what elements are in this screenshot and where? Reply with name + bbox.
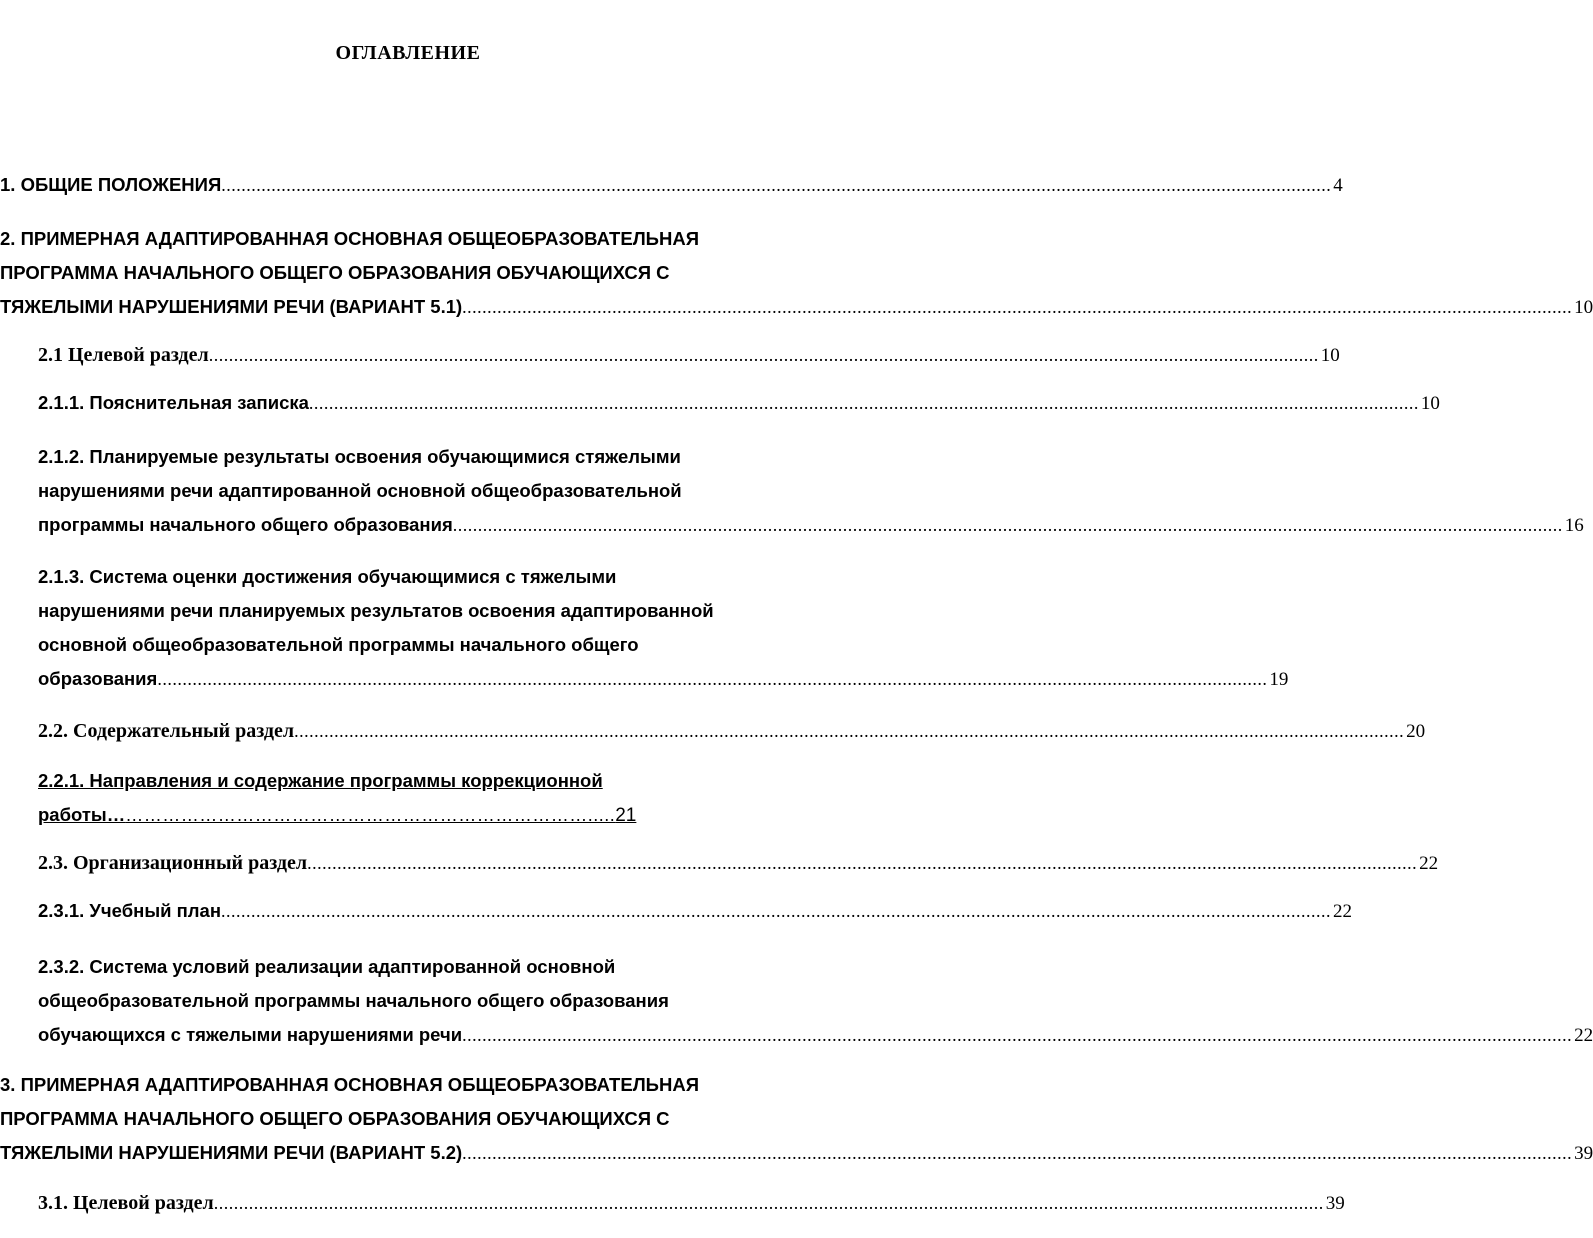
toc-entry-title: образования bbox=[38, 668, 158, 689]
toc-entry-title: 2.3.1. Учебный план bbox=[38, 900, 222, 921]
toc-entry[interactable] bbox=[38, 338, 1340, 373]
toc-leader-dots: .............................................................................................................................................................................................................................. bbox=[208, 345, 1319, 365]
toc-leader-dots: .............................................................................................................................................................................................................................. bbox=[452, 515, 1563, 535]
toc-entry[interactable] bbox=[38, 764, 638, 833]
toc-leader-dots: .............................................................................................................................................................................................................................. bbox=[294, 721, 1405, 741]
toc-entry[interactable] bbox=[38, 440, 1584, 543]
toc-page-number: 16 bbox=[1564, 515, 1584, 536]
toc-entry-line: 3. ПРИМЕРНАЯ АДАПТИРОВАННАЯ ОСНОВНАЯ ОБЩЕОБРАЗОВАТЕЛЬНАЯ bbox=[0, 1074, 699, 1095]
toc-entry-line: 2. ПРИМЕРНАЯ АДАПТИРОВАННАЯ ОСНОВНАЯ ОБЩЕОБРАЗОВАТЕЛЬНАЯ bbox=[0, 228, 699, 249]
toc-entry-line: ПРОГРАММА НАЧАЛЬНОГО ОБЩЕГО ОБРАЗОВАНИЯ ОБУЧАЮЩИХСЯ С bbox=[0, 262, 670, 283]
toc-entry[interactable] bbox=[38, 1186, 1345, 1221]
toc-entry-last-line bbox=[38, 1186, 1345, 1221]
toc-page-number: 21 bbox=[615, 805, 637, 826]
toc-entry-last-line bbox=[38, 1018, 1593, 1053]
toc-entry-line: 2.3.2. Система условий реализации адаптированной основной bbox=[38, 956, 616, 977]
toc-page-number: 20 bbox=[1406, 721, 1426, 742]
toc-entry-title: 1. ОБЩИЕ ПОЛОЖЕНИЯ bbox=[0, 174, 222, 195]
toc-entry[interactable] bbox=[38, 950, 1593, 1053]
toc-entry-line: 2.2.1. Направления и содержание программы коррекционной bbox=[38, 770, 603, 791]
toc-entry-last-line bbox=[0, 290, 1593, 325]
toc-entry-last-line bbox=[38, 662, 1289, 697]
toc-leader-dots: .............................................................................................................................................................................................................................. bbox=[221, 901, 1332, 921]
toc-entry-line: основной общеобразовательной программы начального общего bbox=[38, 634, 639, 655]
page-title: ОГЛАВЛЕНИЕ bbox=[335, 42, 481, 64]
toc-entry-last-line bbox=[38, 798, 638, 833]
toc-entry[interactable] bbox=[0, 222, 1593, 325]
toc-page-number: 4 bbox=[1333, 175, 1343, 196]
toc-entry-title: 2.1 Целевой раздел bbox=[38, 344, 209, 366]
toc-entry[interactable] bbox=[38, 386, 1440, 421]
toc-entry-last-line bbox=[38, 508, 1584, 543]
toc-entry-last-line bbox=[0, 168, 1343, 203]
toc-entry-title: 2.2. Содержательный раздел bbox=[38, 720, 295, 742]
toc-leader-dots: .............................................................................................................................................................................................................................. bbox=[462, 297, 1573, 317]
toc-page-number: 22 bbox=[1333, 901, 1353, 922]
toc-entry-line: ПРОГРАММА НАЧАЛЬНОГО ОБЩЕГО ОБРАЗОВАНИЯ ОБУЧАЮЩИХСЯ С bbox=[0, 1108, 670, 1129]
toc-entry-title: работы… bbox=[38, 804, 126, 825]
toc-entry[interactable] bbox=[38, 714, 1426, 749]
toc-leader-dots: .............................................................................................................................................................................................................................. bbox=[221, 175, 1332, 195]
toc-entry-title: ТЯЖЕЛЫМИ НАРУШЕНИЯМИ РЕЧИ (ВАРИАНТ 5.1) bbox=[0, 296, 463, 317]
toc-entry[interactable] bbox=[38, 560, 1289, 697]
toc-entry-line: 2.1.3. Система оценки достижения обучающимися с тяжелыми bbox=[38, 566, 617, 587]
toc-leader-dots: .............................................................................................................................................................................................................................. bbox=[307, 853, 1418, 873]
toc-leader-dots: .............................................................................................................................................................................................................................. bbox=[157, 669, 1268, 689]
toc-page-number: 10 bbox=[1420, 393, 1440, 414]
toc-page-number: 39 bbox=[1574, 1143, 1593, 1164]
toc-leader-dots: .............................................................................................................................................................................................................................. bbox=[308, 393, 1419, 413]
toc-leader-dots: .............................................................................................................................................................................................................................. bbox=[462, 1143, 1573, 1163]
toc-leader-dots: .............................................................................................................................................................................................................................. bbox=[462, 1025, 1573, 1045]
toc-entry-last-line bbox=[38, 386, 1440, 421]
toc-entry[interactable] bbox=[0, 168, 1343, 203]
toc-entry-last-line bbox=[38, 894, 1353, 929]
toc-page-number: 19 bbox=[1269, 669, 1289, 690]
toc-entry-title: обучающихся с тяжелыми нарушениями речи bbox=[38, 1024, 463, 1045]
toc-page-number: 10 bbox=[1574, 297, 1593, 318]
toc-page-number: 10 bbox=[1320, 345, 1340, 366]
toc-page-number: 22 bbox=[1574, 1025, 1593, 1046]
toc-entry-last-line bbox=[38, 338, 1340, 373]
toc-entry-last-line bbox=[0, 1136, 1593, 1171]
toc-leader-dots: …………………………………………………………………..... bbox=[125, 805, 616, 825]
toc-entry[interactable] bbox=[0, 1068, 1593, 1171]
toc-entry-line: общеобразовательной программы начального общего образования bbox=[38, 990, 669, 1011]
toc-entry-title: 2.3. Организационный раздел bbox=[38, 852, 308, 874]
toc-entry-title: 2.1.1. Пояснительная записка bbox=[38, 392, 309, 413]
toc-entry-title: ТЯЖЕЛЫМИ НАРУШЕНИЯМИ РЕЧИ (ВАРИАНТ 5.2) bbox=[0, 1142, 463, 1163]
toc-entry-title: 3.1. Целевой раздел bbox=[38, 1192, 214, 1214]
toc-page-number: 22 bbox=[1419, 853, 1439, 874]
toc-entry-last-line bbox=[38, 846, 1439, 881]
toc-entry-line: 2.1.2. Планируемые результаты освоения обучающимися стяжелыми bbox=[38, 446, 681, 467]
toc-entry[interactable] bbox=[38, 894, 1353, 929]
toc-entry-line: нарушениями речи адаптированной основной общеобразовательной bbox=[38, 480, 682, 501]
toc-entry-title: программы начального общего образования bbox=[38, 514, 453, 535]
toc-entry-line: нарушениями речи планируемых результатов освоения адаптированной bbox=[38, 600, 714, 621]
toc-leader-dots: .............................................................................................................................................................................................................................. bbox=[213, 1193, 1324, 1213]
toc-page-number: 39 bbox=[1325, 1193, 1345, 1214]
toc-entry-last-line bbox=[38, 714, 1426, 749]
toc-entry[interactable] bbox=[38, 846, 1439, 881]
